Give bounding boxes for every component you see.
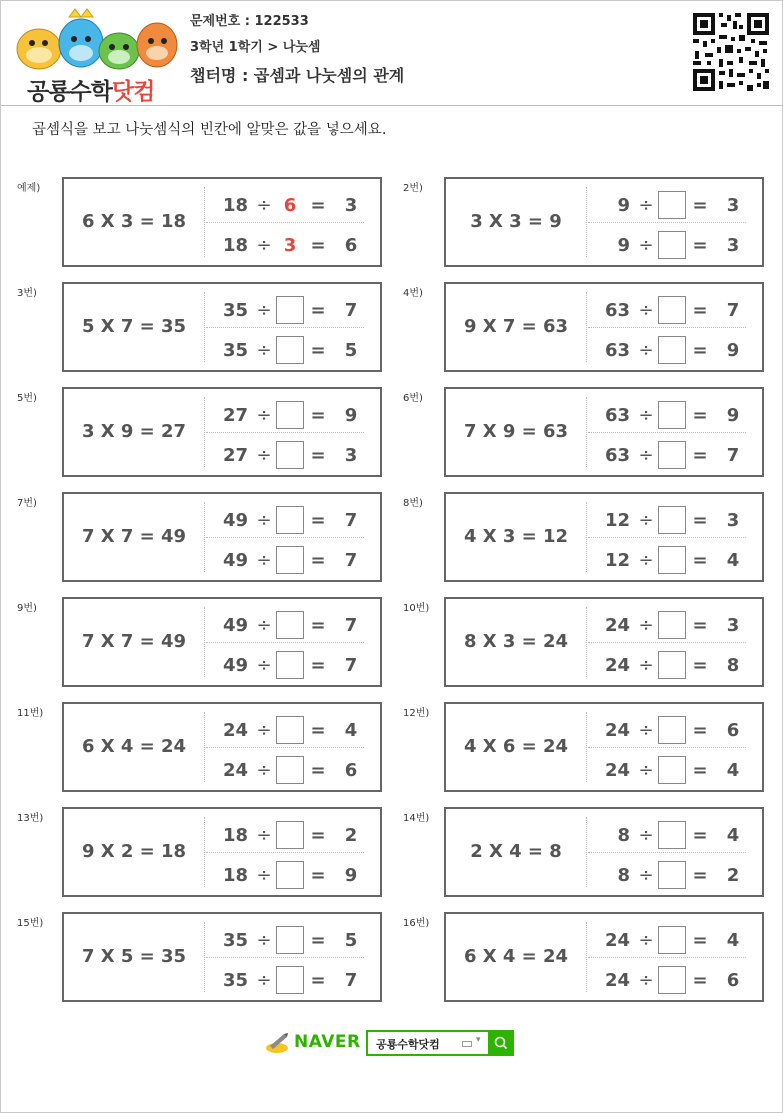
division-equation <box>206 441 378 471</box>
dividend: 63 <box>604 405 630 426</box>
equals-sign: = <box>692 720 708 741</box>
divide-sign: ÷ <box>256 615 272 636</box>
problem-label: 14번) <box>403 813 430 824</box>
dividend: 63 <box>604 340 630 361</box>
problem-label: 5번) <box>17 393 37 404</box>
dividend: 24 <box>604 930 630 951</box>
equals-sign: = <box>310 235 326 256</box>
answer-blank[interactable] <box>658 191 686 219</box>
answer-blank[interactable] <box>658 716 686 744</box>
problem-card <box>62 597 382 687</box>
problem-label: 예제) <box>17 183 41 194</box>
multiplication-equation: 6 X 3 = 18 <box>81 211 187 232</box>
divide-sign: ÷ <box>256 340 272 361</box>
divider-horizontal <box>588 327 746 328</box>
dividend: 12 <box>604 550 630 571</box>
divider-vertical <box>204 292 205 362</box>
equals-sign: = <box>310 195 326 216</box>
dividend: 27 <box>222 445 248 466</box>
divide-sign: ÷ <box>256 825 272 846</box>
problem-card <box>444 492 764 582</box>
divide-sign: ÷ <box>256 970 272 991</box>
quotient: 6 <box>344 760 358 781</box>
problem-card <box>62 282 382 372</box>
multiplication-equation: 7 X 9 = 63 <box>463 421 569 442</box>
multiplication-equation: 7 X 5 = 35 <box>81 946 187 967</box>
naver-pen-icon <box>264 1030 290 1056</box>
problem-card <box>62 702 382 792</box>
divider-horizontal <box>206 432 364 433</box>
answer-blank[interactable] <box>658 296 686 324</box>
equals-sign: = <box>310 720 326 741</box>
problem-label: 4번) <box>403 288 423 299</box>
division-equation <box>206 651 378 681</box>
instruction-text: 곱셈식을 보고 나눗셈식의 빈칸에 알맞은 값을 넣으세요. <box>32 122 387 138</box>
dividend: 35 <box>222 970 248 991</box>
answer-blank[interactable] <box>658 401 686 429</box>
divider-vertical <box>204 607 205 677</box>
multiplication-equation: 8 X 3 = 24 <box>463 631 569 652</box>
problem-label: 10번) <box>403 603 430 614</box>
divider-horizontal <box>588 957 746 958</box>
naver-logo: NAVER <box>294 1032 361 1052</box>
division-equation <box>206 191 378 221</box>
equals-sign: = <box>310 510 326 531</box>
equals-sign: = <box>310 340 326 361</box>
answer-blank[interactable] <box>276 401 304 429</box>
quotient: 7 <box>344 510 358 531</box>
equals-sign: = <box>310 655 326 676</box>
dividend: 9 <box>617 235 630 256</box>
equals-sign: = <box>310 300 326 321</box>
search-query: 공룡수학닷컴 <box>376 1038 440 1051</box>
division-equation <box>206 716 378 746</box>
equals-sign: = <box>692 300 708 321</box>
dividend: 63 <box>604 445 630 466</box>
dividend: 9 <box>617 195 630 216</box>
divide-sign: ÷ <box>638 510 654 531</box>
division-equation <box>588 926 760 956</box>
answer-blank[interactable] <box>276 296 304 324</box>
dividend: 18 <box>222 825 248 846</box>
quotient: 6 <box>344 235 358 256</box>
answer-blank[interactable] <box>658 861 686 889</box>
divide-sign: ÷ <box>256 550 272 571</box>
dividend: 35 <box>222 340 248 361</box>
division-equation <box>588 966 760 996</box>
multiplication-equation: 6 X 4 = 24 <box>81 736 187 757</box>
search-input[interactable] <box>366 1030 490 1056</box>
multiplication-equation: 6 X 4 = 24 <box>463 946 569 967</box>
dividend: 8 <box>617 865 630 886</box>
division-equation <box>206 861 378 891</box>
problem-label: 6번) <box>403 393 423 404</box>
problem-card <box>444 177 764 267</box>
equals-sign: = <box>310 970 326 991</box>
division-equation <box>588 191 760 221</box>
divider-horizontal <box>206 747 364 748</box>
dividend: 24 <box>604 615 630 636</box>
answer-blank[interactable] <box>276 441 304 469</box>
divide-sign: ÷ <box>638 340 654 361</box>
equals-sign: = <box>692 445 708 466</box>
answer-blank[interactable] <box>276 651 304 679</box>
divide-sign: ÷ <box>256 655 272 676</box>
problem-card <box>62 387 382 477</box>
multiplication-equation: 9 X 2 = 18 <box>81 841 187 862</box>
dividend: 24 <box>222 760 248 781</box>
quotient: 6 <box>726 970 740 991</box>
division-equation <box>588 506 760 536</box>
dividend: 27 <box>222 405 248 426</box>
equals-sign: = <box>310 865 326 886</box>
divider-vertical <box>586 187 587 257</box>
divide-sign: ÷ <box>256 510 272 531</box>
answer-blank[interactable] <box>658 231 686 259</box>
division-equation <box>588 651 760 681</box>
quotient: 3 <box>726 195 740 216</box>
division-equation <box>588 296 760 326</box>
quotient: 4 <box>726 930 740 951</box>
quotient: 5 <box>344 340 358 361</box>
grade-unit: 3학년 1학기 > 나눗셈 <box>190 40 321 55</box>
multiplication-equation: 7 X 7 = 49 <box>81 526 187 547</box>
dividend: 24 <box>604 720 630 741</box>
quotient: 4 <box>726 825 740 846</box>
divider-horizontal <box>206 537 364 538</box>
problem-card <box>444 387 764 477</box>
problem-card <box>62 912 382 1002</box>
divide-sign: ÷ <box>638 970 654 991</box>
equals-sign: = <box>310 550 326 571</box>
divider-vertical <box>204 712 205 782</box>
divider-horizontal <box>588 642 746 643</box>
chapter-name: 챕터명 : 곱셈과 나눗셈의 관계 <box>190 66 405 85</box>
dividend: 8 <box>617 825 630 846</box>
worksheet-header <box>1 1 782 106</box>
divide-sign: ÷ <box>638 300 654 321</box>
equals-sign: = <box>692 825 708 846</box>
qr-code-icon <box>691 11 771 93</box>
equals-sign: = <box>692 195 708 216</box>
dividend: 24 <box>604 655 630 676</box>
problem-label: 15번) <box>17 918 44 929</box>
divide-sign: ÷ <box>638 930 654 951</box>
divider-horizontal <box>588 432 746 433</box>
logo-wordmark: 공룡수학닷컴 <box>27 79 155 105</box>
problem-card <box>444 597 764 687</box>
dividend: 18 <box>222 235 248 256</box>
divide-sign: ÷ <box>638 760 654 781</box>
dividend: 35 <box>222 930 248 951</box>
division-equation <box>206 926 378 956</box>
example-answer: 6 <box>283 195 297 216</box>
divider-vertical <box>586 292 587 362</box>
division-equation <box>206 546 378 576</box>
answer-blank[interactable] <box>658 651 686 679</box>
problem-label: 2번) <box>403 183 423 194</box>
answer-blank[interactable] <box>276 756 304 784</box>
equals-sign: = <box>692 510 708 531</box>
divider-horizontal <box>206 642 364 643</box>
dividend: 63 <box>604 300 630 321</box>
equals-sign: = <box>310 615 326 636</box>
division-equation <box>588 441 760 471</box>
divider-vertical <box>204 187 205 257</box>
division-equation <box>206 966 378 996</box>
answer-blank[interactable] <box>276 821 304 849</box>
divider-vertical <box>204 397 205 467</box>
divide-sign: ÷ <box>256 760 272 781</box>
problem-card <box>444 807 764 897</box>
quotient: 7 <box>344 615 358 636</box>
quotient: 7 <box>726 300 740 321</box>
quotient: 4 <box>344 720 358 741</box>
problem-card <box>62 807 382 897</box>
division-equation <box>206 756 378 786</box>
problem-label: 9번) <box>17 603 37 614</box>
division-equation <box>206 611 378 641</box>
divider-vertical <box>586 397 587 467</box>
answer-blank[interactable] <box>658 546 686 574</box>
worksheet-meta <box>190 13 404 93</box>
quotient: 6 <box>726 720 740 741</box>
division-equation <box>588 716 760 746</box>
dividend: 18 <box>222 865 248 886</box>
answer-blank[interactable] <box>276 506 304 534</box>
quotient: 8 <box>726 655 740 676</box>
equals-sign: = <box>692 405 708 426</box>
multiplication-equation: 9 X 7 = 63 <box>463 316 569 337</box>
problem-label: 8번) <box>403 498 423 509</box>
divide-sign: ÷ <box>256 720 272 741</box>
divide-sign: ÷ <box>638 865 654 886</box>
dividend: 35 <box>222 300 248 321</box>
multiplication-equation: 4 X 3 = 12 <box>463 526 569 547</box>
divide-sign: ÷ <box>256 445 272 466</box>
equals-sign: = <box>310 930 326 951</box>
divide-sign: ÷ <box>256 865 272 886</box>
equals-sign: = <box>692 865 708 886</box>
equals-sign: = <box>310 445 326 466</box>
quotient: 5 <box>344 930 358 951</box>
division-equation <box>206 336 378 366</box>
answer-blank[interactable] <box>658 336 686 364</box>
equals-sign: = <box>310 760 326 781</box>
division-equation <box>588 821 760 851</box>
division-equation <box>206 821 378 851</box>
division-equation <box>206 506 378 536</box>
divider-vertical <box>204 502 205 572</box>
dividend: 12 <box>604 510 630 531</box>
dividend: 49 <box>222 550 248 571</box>
answer-blank[interactable] <box>658 926 686 954</box>
dividend: 24 <box>604 970 630 991</box>
answer-blank[interactable] <box>276 336 304 364</box>
search-icon <box>488 1030 514 1056</box>
answer-blank[interactable] <box>276 861 304 889</box>
multiplication-equation: 3 X 9 = 27 <box>81 421 187 442</box>
divide-sign: ÷ <box>638 195 654 216</box>
dividend: 24 <box>222 720 248 741</box>
divider-vertical <box>586 712 587 782</box>
equals-sign: = <box>692 615 708 636</box>
divide-sign: ÷ <box>638 445 654 466</box>
quotient: 7 <box>344 300 358 321</box>
quotient: 7 <box>344 970 358 991</box>
equals-sign: = <box>310 405 326 426</box>
division-equation <box>206 296 378 326</box>
answer-blank[interactable] <box>658 756 686 784</box>
quotient: 3 <box>726 615 740 636</box>
answer-blank[interactable] <box>276 926 304 954</box>
equals-sign: = <box>310 825 326 846</box>
quotient: 4 <box>726 760 740 781</box>
chevron-down-icon[interactable]: ▾ <box>476 1035 481 1045</box>
answer-blank[interactable] <box>658 966 686 994</box>
quotient: 4 <box>726 550 740 571</box>
divide-sign: ÷ <box>256 300 272 321</box>
divide-sign: ÷ <box>256 930 272 951</box>
problem-number: 문제번호 : 122533 <box>190 14 309 29</box>
divider-horizontal <box>588 852 746 853</box>
equals-sign: = <box>692 235 708 256</box>
divider-vertical <box>204 817 205 887</box>
equals-sign: = <box>692 655 708 676</box>
division-equation <box>588 756 760 786</box>
division-equation <box>588 231 760 261</box>
equals-sign: = <box>692 550 708 571</box>
answer-blank[interactable] <box>658 506 686 534</box>
quotient: 3 <box>726 510 740 531</box>
divider-vertical <box>586 922 587 992</box>
quotient: 7 <box>344 655 358 676</box>
equals-sign: = <box>692 760 708 781</box>
divide-sign: ÷ <box>256 405 272 426</box>
problem-card <box>444 912 764 1002</box>
divider-vertical <box>586 502 587 572</box>
multiplication-equation: 5 X 7 = 35 <box>81 316 187 337</box>
divider-vertical <box>586 817 587 887</box>
division-equation <box>588 861 760 891</box>
divide-sign: ÷ <box>638 550 654 571</box>
logo <box>11 7 181 105</box>
quotient: 3 <box>344 445 358 466</box>
quotient: 7 <box>344 550 358 571</box>
problem-label: 7번) <box>17 498 37 509</box>
dividend: 49 <box>222 655 248 676</box>
division-equation <box>206 231 378 261</box>
divide-sign: ÷ <box>638 825 654 846</box>
dividend: 49 <box>222 510 248 531</box>
divider-horizontal <box>206 222 364 223</box>
divider-vertical <box>586 607 587 677</box>
divide-sign: ÷ <box>638 615 654 636</box>
divider-horizontal <box>588 747 746 748</box>
answer-blank[interactable] <box>658 611 686 639</box>
problem-card <box>62 492 382 582</box>
multiplication-equation: 7 X 7 = 49 <box>81 631 187 652</box>
problem-card <box>444 702 764 792</box>
problem-card <box>444 282 764 372</box>
problem-label: 3번) <box>17 288 37 299</box>
quotient: 9 <box>344 405 358 426</box>
divide-sign: ÷ <box>638 235 654 256</box>
divider-horizontal <box>206 957 364 958</box>
divide-sign: ÷ <box>638 655 654 676</box>
example-answer: 3 <box>283 235 297 256</box>
divider-horizontal <box>588 222 746 223</box>
division-equation <box>588 336 760 366</box>
division-equation <box>588 401 760 431</box>
division-equation <box>206 401 378 431</box>
divide-sign: ÷ <box>638 720 654 741</box>
answer-blank[interactable] <box>658 441 686 469</box>
divider-horizontal <box>588 537 746 538</box>
dividend: 18 <box>222 195 248 216</box>
answer-blank[interactable] <box>276 546 304 574</box>
answer-blank[interactable] <box>276 716 304 744</box>
problem-label: 12번) <box>403 708 430 719</box>
quotient: 2 <box>344 825 358 846</box>
search-button[interactable] <box>488 1030 514 1056</box>
divider-horizontal <box>206 327 364 328</box>
equals-sign: = <box>692 340 708 361</box>
dividend: 24 <box>604 760 630 781</box>
divide-sign: ÷ <box>638 405 654 426</box>
equals-sign: = <box>692 930 708 951</box>
quotient: 7 <box>726 445 740 466</box>
division-equation <box>588 611 760 641</box>
quotient: 2 <box>726 865 740 886</box>
answer-blank[interactable] <box>658 821 686 849</box>
quotient: 9 <box>726 405 740 426</box>
multiplication-equation: 3 X 3 = 9 <box>470 211 562 232</box>
divider-horizontal <box>206 852 364 853</box>
problem-card <box>62 177 382 267</box>
quotient: 9 <box>344 865 358 886</box>
keyboard-icon[interactable] <box>462 1041 472 1047</box>
problem-label: 13번) <box>17 813 44 824</box>
multiplication-equation: 4 X 6 = 24 <box>463 736 569 757</box>
dividend: 49 <box>222 615 248 636</box>
division-equation <box>588 546 760 576</box>
dinosaur-mascots-icon <box>11 7 181 77</box>
divide-sign: ÷ <box>256 195 272 216</box>
multiplication-equation: 2 X 4 = 8 <box>470 841 562 862</box>
divider-vertical <box>204 922 205 992</box>
divide-sign: ÷ <box>256 235 272 256</box>
equals-sign: = <box>692 970 708 991</box>
problem-label: 16번) <box>403 918 430 929</box>
answer-blank[interactable] <box>276 611 304 639</box>
quotient: 3 <box>344 195 358 216</box>
problem-label: 11번) <box>17 708 44 719</box>
answer-blank[interactable] <box>276 966 304 994</box>
quotient: 9 <box>726 340 740 361</box>
quotient: 3 <box>726 235 740 256</box>
